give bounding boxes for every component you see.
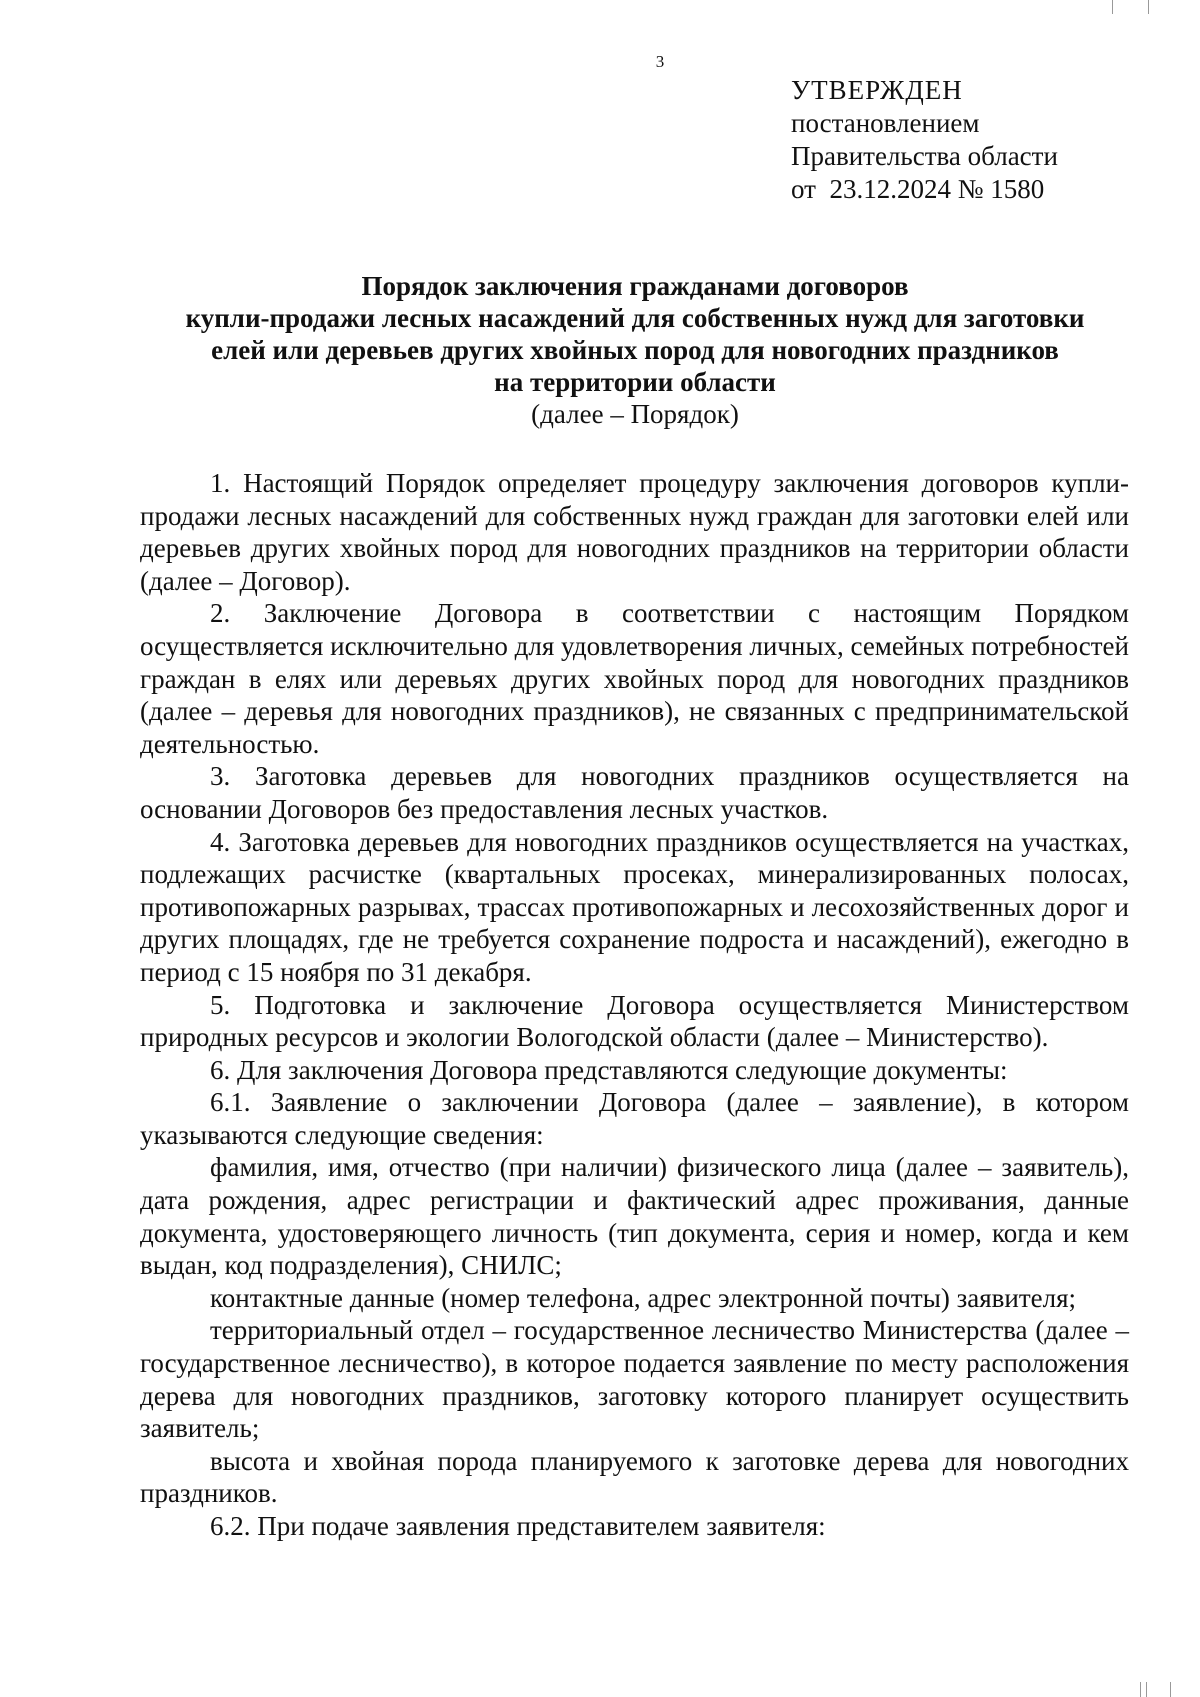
title-line: на территории области: [494, 367, 776, 397]
paragraph: 6. Для заключения Договора представляются следующие документы:: [210, 1054, 1008, 1085]
paragraph: 5. Подготовка и заключение Договора осуществляется Министерством природных ресурсов и экологии Вологодской области (далее – Министерство).: [140, 989, 1129, 1053]
scan-edge-mark: [1112, 0, 1113, 14]
title-line: купли-продажи лесных насаждений для собственных нужд для заготовки: [185, 303, 1085, 333]
scan-edge-mark: [1170, 1682, 1171, 1697]
paragraph: 3. Заготовка деревьев для новогодних праздников осуществляется на основании Договоров без предоставления лесных участков.: [140, 761, 1129, 824]
title-line: елей или деревьев других хвойных пород для новогодних праздников: [211, 335, 1059, 365]
paragraph: 6.2. При подаче заявления представителем заявителя:: [210, 1511, 826, 1541]
document-subtitle: (далее – Порядок): [531, 399, 739, 429]
title-line: Порядок заключения гражданами договоров: [361, 271, 909, 301]
paragraph: 2. Заключение Договора в соответствии с настоящим Порядком осуществляется исключительно для удовлетворения личных, семейных потребностей граждан в елях или деревьях других хвойных пород для новогодних праздников (далее – деревья для новогодних праздников), не связанных с предпринимательской деятельностью.: [140, 598, 1129, 759]
scan-edge-mark: [1140, 1682, 1141, 1697]
paragraph: территориальный отдел – государственное лесничество Министерства (далее – государственное лесничество), в которое подается заявление по месту расположения дерева для новогодних праздников, заготовку которого планирует осуществить заявитель;: [140, 1315, 1129, 1444]
paragraph: фамилия, имя, отчество (при наличии) физического лица (далее – заявитель), дата рождения, адрес регистрации и фактический адрес проживания, данные документа, удостоверяющего личность (тип документа, серия и номер, когда и кем выдан, код подразделения), СНИЛС;: [140, 1152, 1129, 1281]
approval-date: от 23.12.2024 № 1580: [791, 174, 1045, 204]
document-body: [140, 467, 1129, 1543]
approval-line: Правительства области: [791, 141, 1058, 171]
scan-edge-mark: [1148, 0, 1149, 14]
paragraph: высота и хвойная порода планируемого к заготовке дерева для новогодних праздников.: [140, 1445, 1129, 1509]
paragraph: 4. Заготовка деревьев для новогодних праздников осуществляется на участках, подлежащих расчистке (квартальных просеках, минерализированных полосах, противопожарных разрывах, трассах противопожарных и лесохозяйственных дорог и других площадях, где не требуется сохранение подроста и насаждений), ежегодно в период с 15 ноября по 31 декабря.: [140, 826, 1129, 987]
approval-line: постановлением: [791, 108, 980, 138]
approval-title: УТВЕРЖДЕН: [791, 75, 963, 105]
paragraph: 1. Настоящий Порядок определяет процедуру заключения договоров купли-продажи лесных насаждений для собственных нужд граждан для заготовки елей или деревьев других хвойных пород для новогодних праздников на территории области (далее – Договор).: [140, 468, 1129, 596]
approval-stamp: [791, 74, 1058, 206]
paragraph: контактные данные (номер телефона, адрес электронной почты) заявителя;: [210, 1282, 1077, 1313]
document-title: [140, 270, 1130, 398]
paragraph: 6.1. Заявление о заключении Договора (далее – заявление), в котором указываются следующие сведения:: [140, 1087, 1129, 1150]
scan-edge-mark: [1146, 1682, 1147, 1697]
page-number: 3: [655, 52, 665, 71]
